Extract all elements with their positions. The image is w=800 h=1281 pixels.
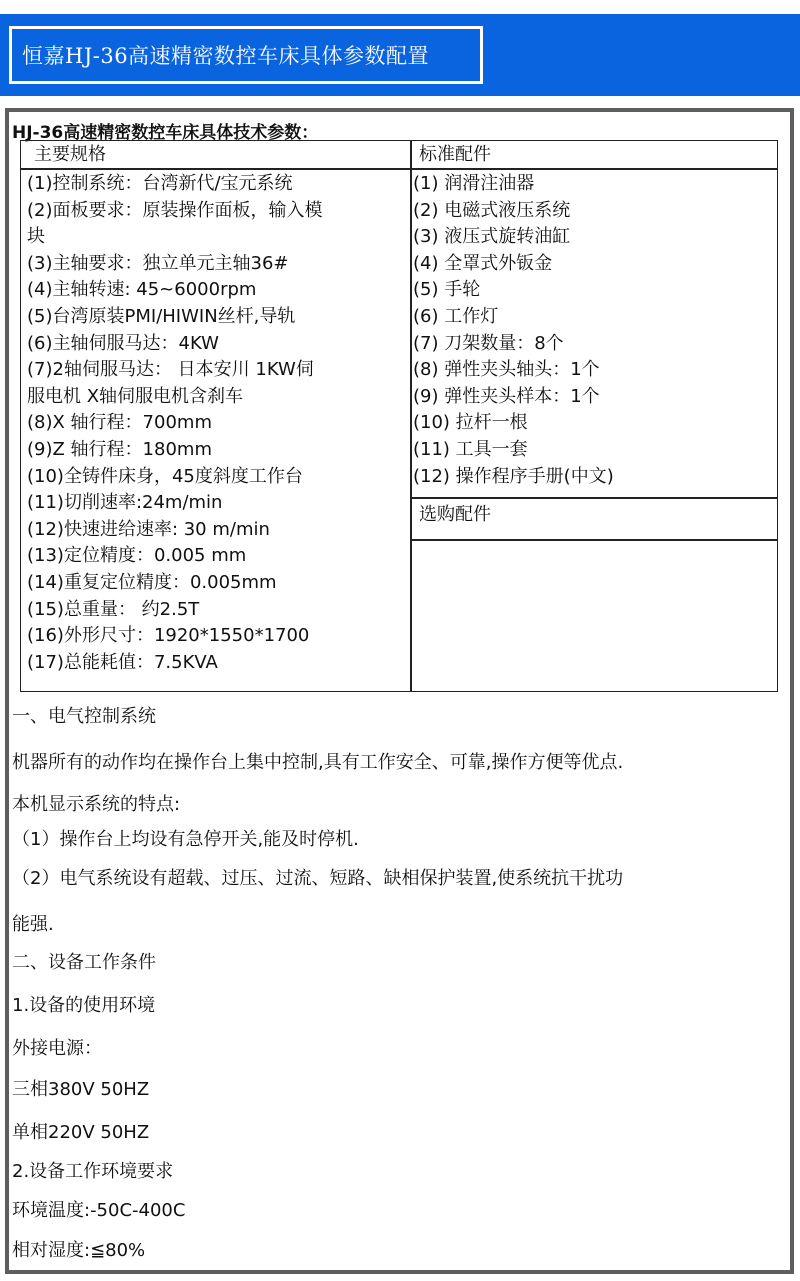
accessory-item: (7) 刀架数量：8个 (413, 332, 564, 354)
spec-item: (3)主轴要求：独立单元主轴36# (27, 252, 289, 274)
body-paragraph: 三相380V 50HZ (12, 1079, 150, 1100)
spec-item: 块 (27, 226, 45, 248)
accessory-item: (10) 拉杆一根 (413, 412, 528, 434)
page-title: 恒嘉HJ-36高速精密数控车床具体参数配置 (22, 44, 430, 68)
section-heading-conditions: 二、设备工作条件 (12, 952, 156, 973)
body-paragraph: 机器所有的动作均在操作台上集中控制,具有工作安全、可靠,操作方便等优点. (12, 752, 624, 773)
optional-bottom-divider (410, 539, 778, 541)
body-paragraph: 本机显示系统的特点: (12, 794, 181, 815)
title-box (9, 26, 483, 84)
spec-column-header: 主要规格 (34, 144, 106, 165)
spec-item: (12)快速进给速率: 30 m/min (27, 518, 270, 540)
body-paragraph: 1.设备的使用环境 (12, 995, 156, 1016)
optional-accessory-header: 选购配件 (419, 504, 491, 525)
table-header-divider (20, 168, 778, 170)
spec-list (27, 171, 323, 676)
body-paragraph: 相对湿度:≦80% (12, 1240, 146, 1261)
spec-item: (9)Z 轴行程：180mm (27, 438, 212, 460)
spec-item: (17)总能耗值：7.5KVA (27, 651, 218, 673)
spec-item: (16)外形尺寸：1920*1550*1700 (27, 625, 310, 647)
accessory-item: (8) 弹性夹头轴头：1个 (413, 359, 600, 381)
body-paragraph: 2.设备工作环境要求 (12, 1161, 174, 1182)
spec-item: (11)切削速率:24m/min (27, 492, 223, 514)
accessory-item: (11) 工具一套 (413, 438, 528, 460)
table-column-divider (410, 140, 412, 692)
body-paragraph: 能强. (12, 914, 54, 935)
optional-top-divider (410, 497, 778, 499)
accessory-list (413, 171, 614, 490)
spec-item: (10)全铸件床身，45度斜度工作台 (27, 465, 303, 487)
spec-item: (13)定位精度：0.005 mm (27, 545, 247, 567)
panel-heading: HJ-36高速精密数控车床具体技术参数： (12, 123, 319, 143)
accessory-item: (1) 润滑注油器 (413, 173, 535, 194)
section-heading-electrical: 一、电气控制系统 (12, 706, 156, 727)
accessory-column-header: 标准配件 (419, 144, 491, 165)
body-paragraph: （2）电气系统设有超载、过压、过流、短路、缺相保护装置,使系统抗干扰功 (12, 868, 624, 889)
spec-item: (1)控制系统：台湾新代/宝元系统 (27, 173, 293, 194)
spec-item: (7)2轴伺服马达： 日本安川 1KW伺 (27, 359, 314, 381)
top-strip (0, 0, 800, 14)
spec-item: 服电机 X轴伺服电机含刹车 (27, 385, 244, 407)
body-paragraph: （1）操作台上均设有急停开关,能及时停机. (12, 829, 359, 850)
accessory-item: (2) 电磁式液压系统 (413, 199, 571, 221)
spec-item: (6)主轴伺服马达：4KW (27, 332, 219, 354)
spec-item: (8)X 轴行程：700mm (27, 412, 212, 434)
body-paragraph: 环境温度:-50C-400C (12, 1200, 186, 1221)
spec-item: (5)台湾原装PMI/HIWIN丝杆,导轨 (27, 305, 296, 327)
spec-item: (15)总重量： 约2.5T (27, 598, 200, 620)
accessory-item: (9) 弹性夹头样本：1个 (413, 385, 600, 407)
accessory-item: (12) 操作程序手册(中文) (413, 465, 614, 487)
spec-item: (4)主轴转速: 45~6000rpm (27, 279, 257, 301)
accessory-item: (3) 液压式旋转油缸 (413, 226, 571, 248)
body-paragraph: 单相220V 50HZ (12, 1122, 150, 1143)
spec-item: (2)面板要求：原装操作面板，输入模 (27, 199, 323, 221)
accessory-item: (5) 手轮 (413, 279, 481, 301)
spec-item: (14)重复定位精度：0.005mm (27, 571, 277, 593)
body-paragraph: 外接电源： (12, 1038, 102, 1059)
accessory-item: (6) 工作灯 (413, 305, 499, 327)
accessory-item: (4) 全罩式外钣金 (413, 252, 553, 274)
